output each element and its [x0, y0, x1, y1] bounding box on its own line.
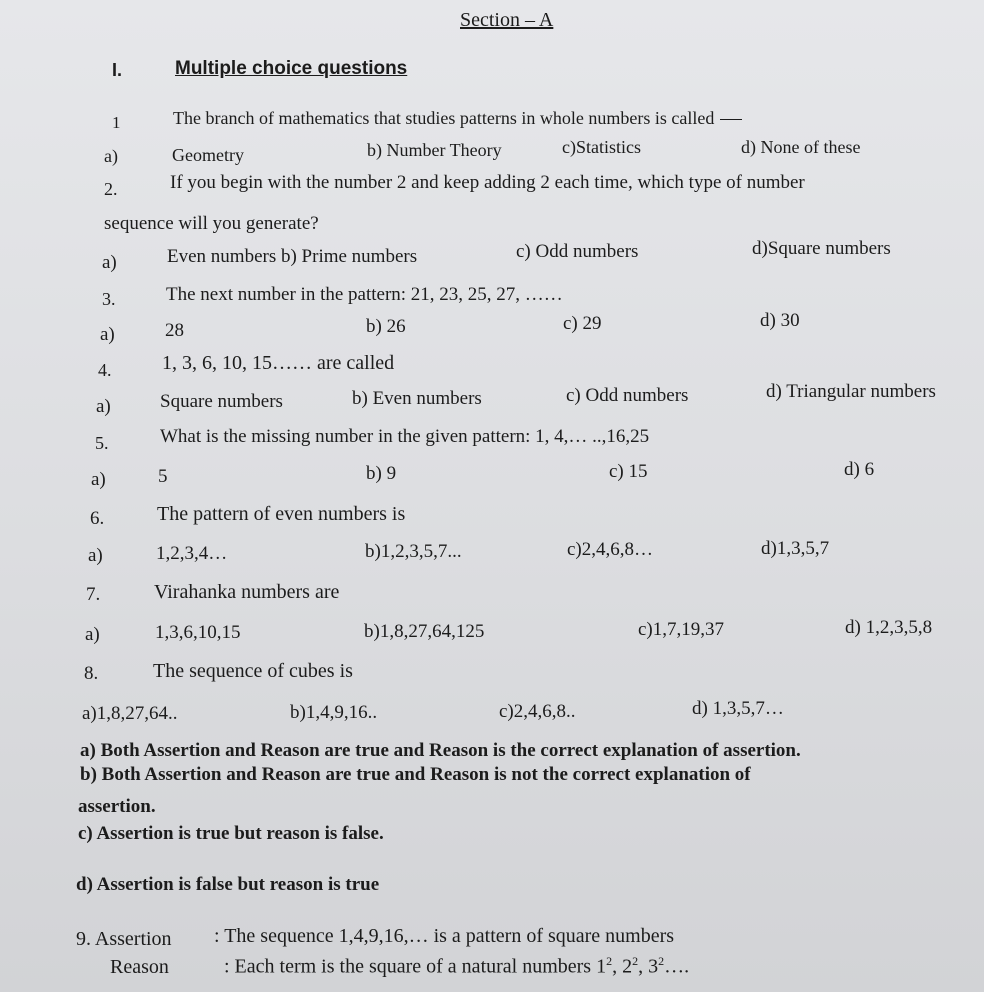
reason-text-ellipsis: …. [664, 955, 690, 978]
question-text: The sequence of cubes is [153, 660, 353, 682]
question-number: 3. [102, 289, 116, 309]
question-number: 4. [98, 360, 112, 380]
question-number: 2. [104, 179, 118, 199]
answer-blank [720, 119, 742, 120]
section-title: Section – A [460, 9, 554, 31]
option-label: a) [88, 545, 103, 566]
option-label: a) [96, 396, 111, 417]
question-text-continued: sequence will you generate? [104, 213, 319, 234]
reason-text-main: : Each term is the square of a natural numbers 1 [224, 955, 607, 978]
question-text: What is the missing number in the given pattern: 1, 4,… ..,16,25 [160, 426, 650, 447]
option-d: d) 6 [844, 459, 875, 480]
option-d: d) 30 [760, 310, 800, 331]
ar-option-b-continued: assertion. [78, 796, 156, 817]
option-d: d)1,3,5,7 [761, 538, 830, 559]
reason-text [224, 954, 689, 979]
question-text [173, 108, 742, 129]
option-a: 5 [158, 466, 168, 487]
option-a: Square numbers [160, 391, 283, 412]
superscript: 2 [606, 954, 613, 968]
option-b: b) Number Theory [367, 140, 502, 160]
option-c: c) Odd numbers [566, 385, 689, 406]
option-a: 28 [165, 320, 184, 341]
option-label: a) [85, 624, 100, 645]
option-label: a) [100, 324, 115, 345]
option-b: b) 9 [366, 463, 397, 484]
ar-option-d: d) Assertion is false but reason is true [76, 874, 380, 895]
option-a: Geometry [172, 145, 244, 165]
option-d: d)Square numbers [752, 238, 891, 259]
question-text: 1, 3, 6, 10, 15…… are called [162, 352, 395, 374]
option-c: c)1,7,19,37 [638, 619, 725, 640]
option-d: d) 1,2,3,5,8 [845, 617, 933, 638]
option-b: b) Even numbers [352, 388, 482, 409]
question-text: If you begin with the number 2 and keep adding 2 each time, which type of number [170, 172, 805, 193]
option-c: c) 29 [563, 313, 602, 334]
reason-text-part: , 3 [638, 955, 659, 978]
option-d: d) Triangular numbers [766, 381, 936, 402]
option-b: b)1,2,3,5,7... [365, 541, 462, 562]
option-label: a) [91, 469, 106, 490]
option-b: b) 26 [366, 316, 406, 337]
option-b: b)1,8,27,64,125 [364, 621, 485, 642]
option-b: b)1,4,9,16.. [290, 702, 378, 723]
reason-label: Reason [110, 956, 169, 978]
option-d: d) None of these [741, 137, 861, 157]
option-c: c)2,4,6,8.. [499, 701, 576, 722]
question-number: 5. [95, 433, 109, 453]
option-c: c)2,4,6,8… [567, 539, 654, 560]
question-text: The next number in the pattern: 21, 23, 25, 27, …… [166, 284, 563, 305]
option-label: a) [102, 252, 117, 273]
question-number: 8. [84, 663, 99, 684]
superscript: 2 [658, 954, 665, 968]
option-a: a)1,8,27,64.. [82, 703, 178, 724]
option-a: 1,2,3,4… [156, 543, 228, 564]
part-number: I. [112, 60, 123, 80]
option-c: c) Odd numbers [516, 241, 639, 262]
part-title: Multiple choice questions [175, 58, 408, 79]
ar-option-b: b) Both Assertion and Reason are true and Reason is not the correct explanation of [80, 764, 751, 785]
assertion-text: : The sequence 1,4,9,16,… is a pattern of square numbers [214, 925, 675, 947]
question-number: 7. [86, 584, 101, 605]
option-label: a) [104, 146, 118, 166]
superscript: 2 [632, 954, 639, 968]
option-a: 1,3,6,10,15 [155, 622, 241, 643]
option-c: c)Statistics [562, 137, 641, 157]
option-a-b: Even numbers b) Prime numbers [167, 246, 418, 267]
question-number: 6. [90, 508, 105, 529]
ar-option-c: c) Assertion is true but reason is false. [78, 823, 384, 844]
option-d: d) 1,3,5,7… [692, 698, 784, 719]
question-text-content: The branch of mathematics that studies patterns in whole numbers is called [173, 108, 715, 128]
question-text: Virahanka numbers are [154, 581, 340, 603]
question-text: The pattern of even numbers is [157, 503, 406, 525]
reason-text-part: , 2 [612, 955, 633, 978]
assertion-label: 9. Assertion [76, 928, 172, 950]
question-number: 1 [112, 113, 121, 132]
ar-option-a: a) Both Assertion and Reason are true and Reason is the correct explanation of assertion. [80, 740, 801, 761]
option-c: c) 15 [609, 461, 648, 482]
